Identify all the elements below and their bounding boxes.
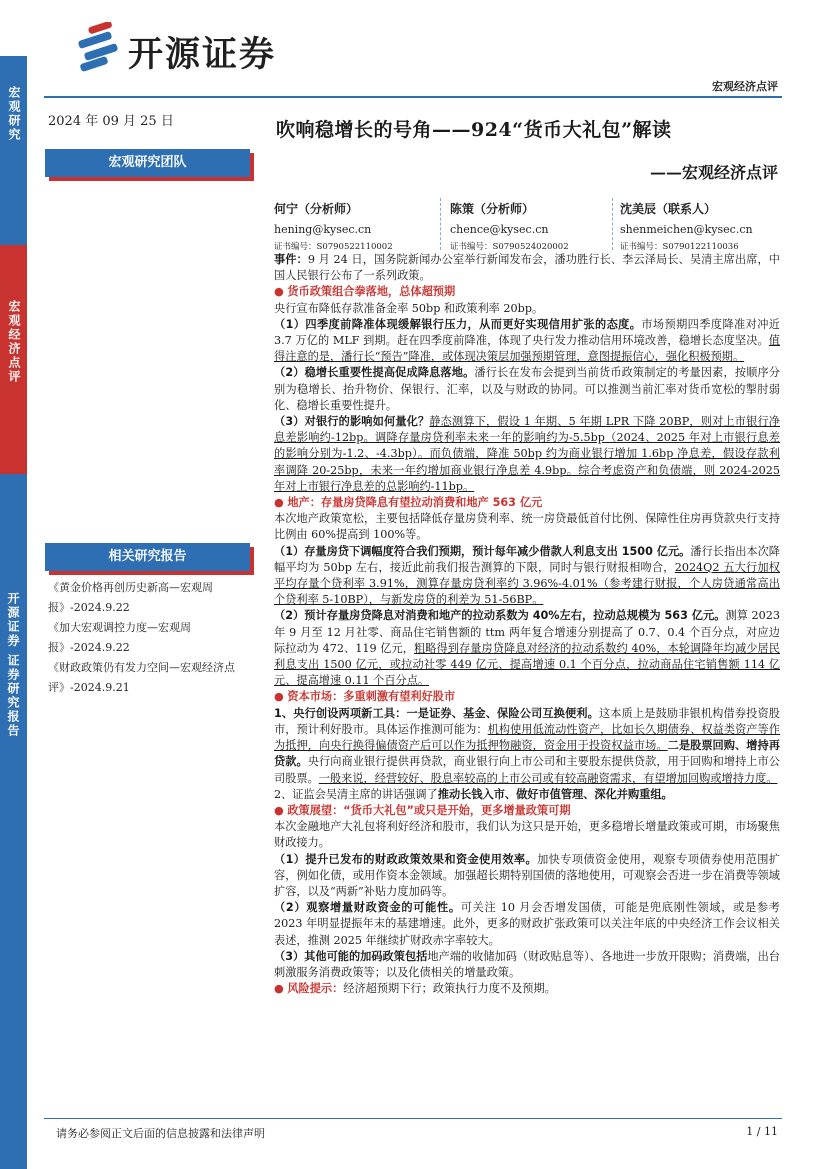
- analyst-cert: 证书编号：S0790524020002: [450, 242, 569, 252]
- footer-disclaimer: 请务必参阅正文后面的信息披露和法律声明: [56, 1127, 265, 1140]
- paragraph: 本次地产政策宽松，主要包括降低存量房贷利率、统一房贷最低首付比例、保障性住房再贷款央行支持比例由 60%提高到 100%等。: [274, 512, 780, 542]
- side-label-bottom: 开源证券 证券研究报告: [6, 592, 20, 739]
- bold-text: （2）稳增长重要性提高促成降息落地。: [274, 366, 475, 380]
- paragraph: [274, 787, 780, 803]
- paragraph: [274, 706, 780, 787]
- analyst-email[interactable]: chence@kysec.cn: [450, 223, 549, 236]
- analyst-card: [450, 200, 569, 252]
- paragraph: [274, 414, 780, 495]
- underlined-text: 2024Q2 五大行加权平均存量个贷利率 3.91%，测算存量房贷利率约 3.96%-4.01%（参考建行财报，个人房贷通常高出个贷利率 5-10BP），与新发房贷的利差为 51-56BP。: [274, 560, 780, 607]
- bold-text: （1）四季度前降准体现缓解银行压力，从而更好实现信用扩张的态度。: [274, 317, 642, 331]
- paragraph: [274, 852, 780, 901]
- text: 测算 2023 年 9 月至 12 月社零、商品住宅销售额的 ttm 两年复合增速分别提高了 0.7、0.4 个百分点，对应边际拉动为 472、119 亿元，: [274, 609, 781, 655]
- page-number: 1 / 11: [746, 1125, 778, 1138]
- bullet-icon: ●: [274, 285, 284, 299]
- analyst-name: 陈策（分析师）: [450, 202, 535, 216]
- header-divider: [44, 96, 782, 98]
- section-heading: [274, 803, 780, 819]
- bold-text: （3）对银行的影响如何量化？: [274, 415, 430, 429]
- text: 可关注 10 月会否增发国债，可能是兜底刚性领域，或是参考 2023 年明显提振年末的基建增速。此外，更多的财政扩张政策可以关注年底的中央经济工作会议相关表述，推测 2025 年继续扩财政赤字率较大。: [274, 901, 780, 947]
- section-title: 政策展望：“货币大礼包”或只是开始，更多增量政策可期: [287, 803, 571, 817]
- related-item[interactable]: 《黄金价格再创历史新高—宏观周报》-2024.9.22: [48, 581, 213, 614]
- text: 2、证监会吴清主席的讲话强调了: [274, 787, 438, 801]
- text: 地产端的收储加码（财政贴息等）、各地进一步放开限购；消费端，出台刺激服务消费政策等；以及化债相关的增量政策。: [274, 949, 780, 979]
- bold-text: 推动长钱入市、做好市值管理、深化并购重组。: [437, 787, 673, 801]
- side-bar-macro-research: [0, 56, 27, 246]
- bullet-icon: ●: [274, 803, 284, 817]
- bullet-icon: ●: [274, 496, 284, 510]
- text: 央行向商业银行提供再贷款，商业银行向上市公司和主要股东提供贷款，用于回购和增持上市公司股票。: [274, 755, 780, 785]
- section-title: 资本市场：多重刺激有望利好股市: [287, 690, 456, 704]
- underlined-text: 机构使用低流动性资产，比如长久期债券、权益类资产等作为抵押，向央行换得偏债资产后可以作为抵押物融资，资金用于投资权益市场。: [274, 722, 780, 753]
- side-label-top: 宏观研究: [7, 86, 21, 142]
- bold-text: （2）预计存量房贷降息对消费和地产的拉动系数为 40%左右，拉动总规模为 563 亿元。: [274, 609, 726, 623]
- analyst-divider: [612, 198, 613, 250]
- paragraph: [274, 544, 780, 609]
- analyst-divider: [440, 198, 441, 250]
- analyst-card: [620, 200, 753, 252]
- section-heading: [274, 495, 780, 511]
- text: 加快专项债资金使用，观察专项债券使用范围扩容，例如化债，或用作资本金领域。加强超长期特别国债的落地使用，可观察会否进一步在消费等领域扩容，以及“两新”补贴力度加码等。: [274, 852, 780, 898]
- underlined-text: 一般来说，经营较好、股息率较高的上市公司或有较高融资需求，有望增加回购或增持力度。: [318, 771, 778, 785]
- underlined-text: 粗略得到存量房贷降息对经济的拉动系数约 40%，本轮调降年均减少居民利息支出 1500 亿元，或拉动社零 449 亿元、提高增速 0.1 个百分点，拉动商品住宅销售额 114 亿元、提高增速 0.11 个百分点。: [274, 641, 780, 688]
- report-subtitle: ——宏观经济点评: [649, 163, 778, 182]
- section-title: 地产：存量房贷降息有望拉动消费和地产 563 亿元: [287, 496, 543, 510]
- paragraph: [274, 317, 780, 366]
- analyst-cert: 证书编号：S0790522110002: [274, 242, 393, 252]
- footer-divider: [44, 1118, 782, 1119]
- underlined-text: 值得注意的是，潘行长“预告”降准，或体现决策层加强预期管理，意图提振信心，强化积极预期。: [274, 334, 780, 364]
- report-series: 宏观经济点评: [712, 80, 778, 93]
- analyst-name: 何宁（分析师）: [274, 202, 359, 216]
- report-date: 2024 年 09 月 25 日: [48, 114, 174, 129]
- risk-paragraph: [274, 981, 780, 997]
- paragraph: [274, 900, 780, 949]
- risk-label: 风险提示：: [287, 982, 344, 996]
- related-list: [48, 578, 258, 698]
- company-logo-icon: [74, 22, 126, 72]
- risk-text: 经济超预期下行；政策执行力度不及预期。: [343, 982, 556, 996]
- bold-text: （2）观察增量财政资金的可能性。: [274, 901, 461, 915]
- underlined-text: 静态测算下，假设 1 年期、5 年期 LPR 下降 20BP，则对上市银行净息差影响约-12bp。调降存量房贷利率未来一年的影响约为-5.5bp（2024、2025 年对上市银行息差的影响分别为-1.2、-4.3bp）。而负债端，降准 50bp 约为商业银行增加 1.6bp 净息差，假设存款利率调降 20-25bp，未来一年约增加商业银行净息差 4.9bp。综合考虑资产和负债端，则 2024-2025 年对上市银行净息差的总影响约-11bp。: [274, 415, 780, 493]
- event-paragraph: [274, 252, 780, 284]
- bold-text: （1）存量房贷下调幅度符合我们预期，预计每年减少借款人利息支出 1500 亿元。: [274, 544, 691, 558]
- event-text: 9 月 24 日，国务院新闻办公室举行新闻发布会，潘功胜行长、李云泽局长、吴清主席出席，中国人民银行公布了一系列政策。: [274, 253, 780, 283]
- report-body: [274, 252, 780, 997]
- text: 潘行长在发布会提到当前货币政策制定的考量因素，按顺序分别为稳增长、抬升物价、保银行、汇率，以及与财政的协同。可以推测当前汇率对货币宽松的掣肘弱化、稳增长重要性提升。: [274, 366, 780, 412]
- bold-text: （3）其他可能的加码政策包括: [274, 949, 428, 963]
- section-title: 货币政策组合拳落地，总体超预期: [287, 285, 456, 299]
- team-box: 宏观研究团队: [45, 149, 250, 177]
- paragraph: [274, 365, 780, 414]
- paragraph: 本次金融地产大礼包将利好经济和股市，我们认为这只是开始，更多稳增长增量政策或可期，市场聚焦财政接力。: [274, 820, 780, 850]
- related-item[interactable]: 《财政政策仍有发力空间—宏观经济点评》-2024.9.21: [48, 661, 235, 694]
- section-heading: [274, 284, 780, 300]
- bullet-icon: ●: [274, 982, 284, 996]
- analyst-cert: 证书编号：S0790122110036: [620, 242, 739, 252]
- section-heading: [274, 689, 780, 705]
- paragraph: [274, 949, 780, 981]
- analyst-email[interactable]: shenmeichen@kysec.cn: [620, 223, 753, 236]
- related-item[interactable]: 《加大宏观调控力度—宏观周报》-2024.9.22: [48, 621, 191, 654]
- analyst-name: 沈美辰（联系人）: [620, 202, 717, 216]
- side-bar-company: [0, 474, 27, 1169]
- event-label: 事件：: [274, 253, 308, 266]
- side-label-mid: 宏观经济点评: [7, 300, 21, 384]
- side-bar-macro-review: [0, 245, 27, 475]
- text: 潘行长指出本次降幅平均为 50bp 左右，接近此前我们报告测算的下限，同时与银行财报相吻合，: [274, 544, 780, 574]
- company-name: 开源证券: [128, 35, 277, 75]
- related-box: 相关研究报告: [45, 543, 250, 571]
- bold-text: （1）提升已发布的财政政策效果和资金使用效率。: [274, 852, 538, 866]
- bullet-icon: ●: [274, 690, 284, 704]
- paragraph: 央行宣布降低存款准备金率 50bp 和政策利率 20bp。: [274, 301, 544, 315]
- analyst-card: [274, 200, 393, 252]
- report-title: 吹响稳增长的号角——924“货币大礼包”解读: [276, 119, 672, 141]
- text: 市场预期四季度降准对冲近 3.7 万亿的 MLF 到期。赶在四季度前降准，体现了央行发力推动信用环境改善，稳增长态度坚决。: [274, 317, 780, 348]
- bold-text: 二是股票回购、增持再贷款。: [274, 739, 780, 769]
- bold-text: 1、央行创设两项新工具：一是证券、基金、保险公司互换便利。: [274, 706, 599, 720]
- analyst-email[interactable]: hening@kysec.cn: [274, 223, 372, 236]
- paragraph: [274, 608, 780, 689]
- text: 这本质上是鼓励非银机构借券投资股市，预计利好股市。具体运作推测可能为：: [274, 706, 780, 736]
